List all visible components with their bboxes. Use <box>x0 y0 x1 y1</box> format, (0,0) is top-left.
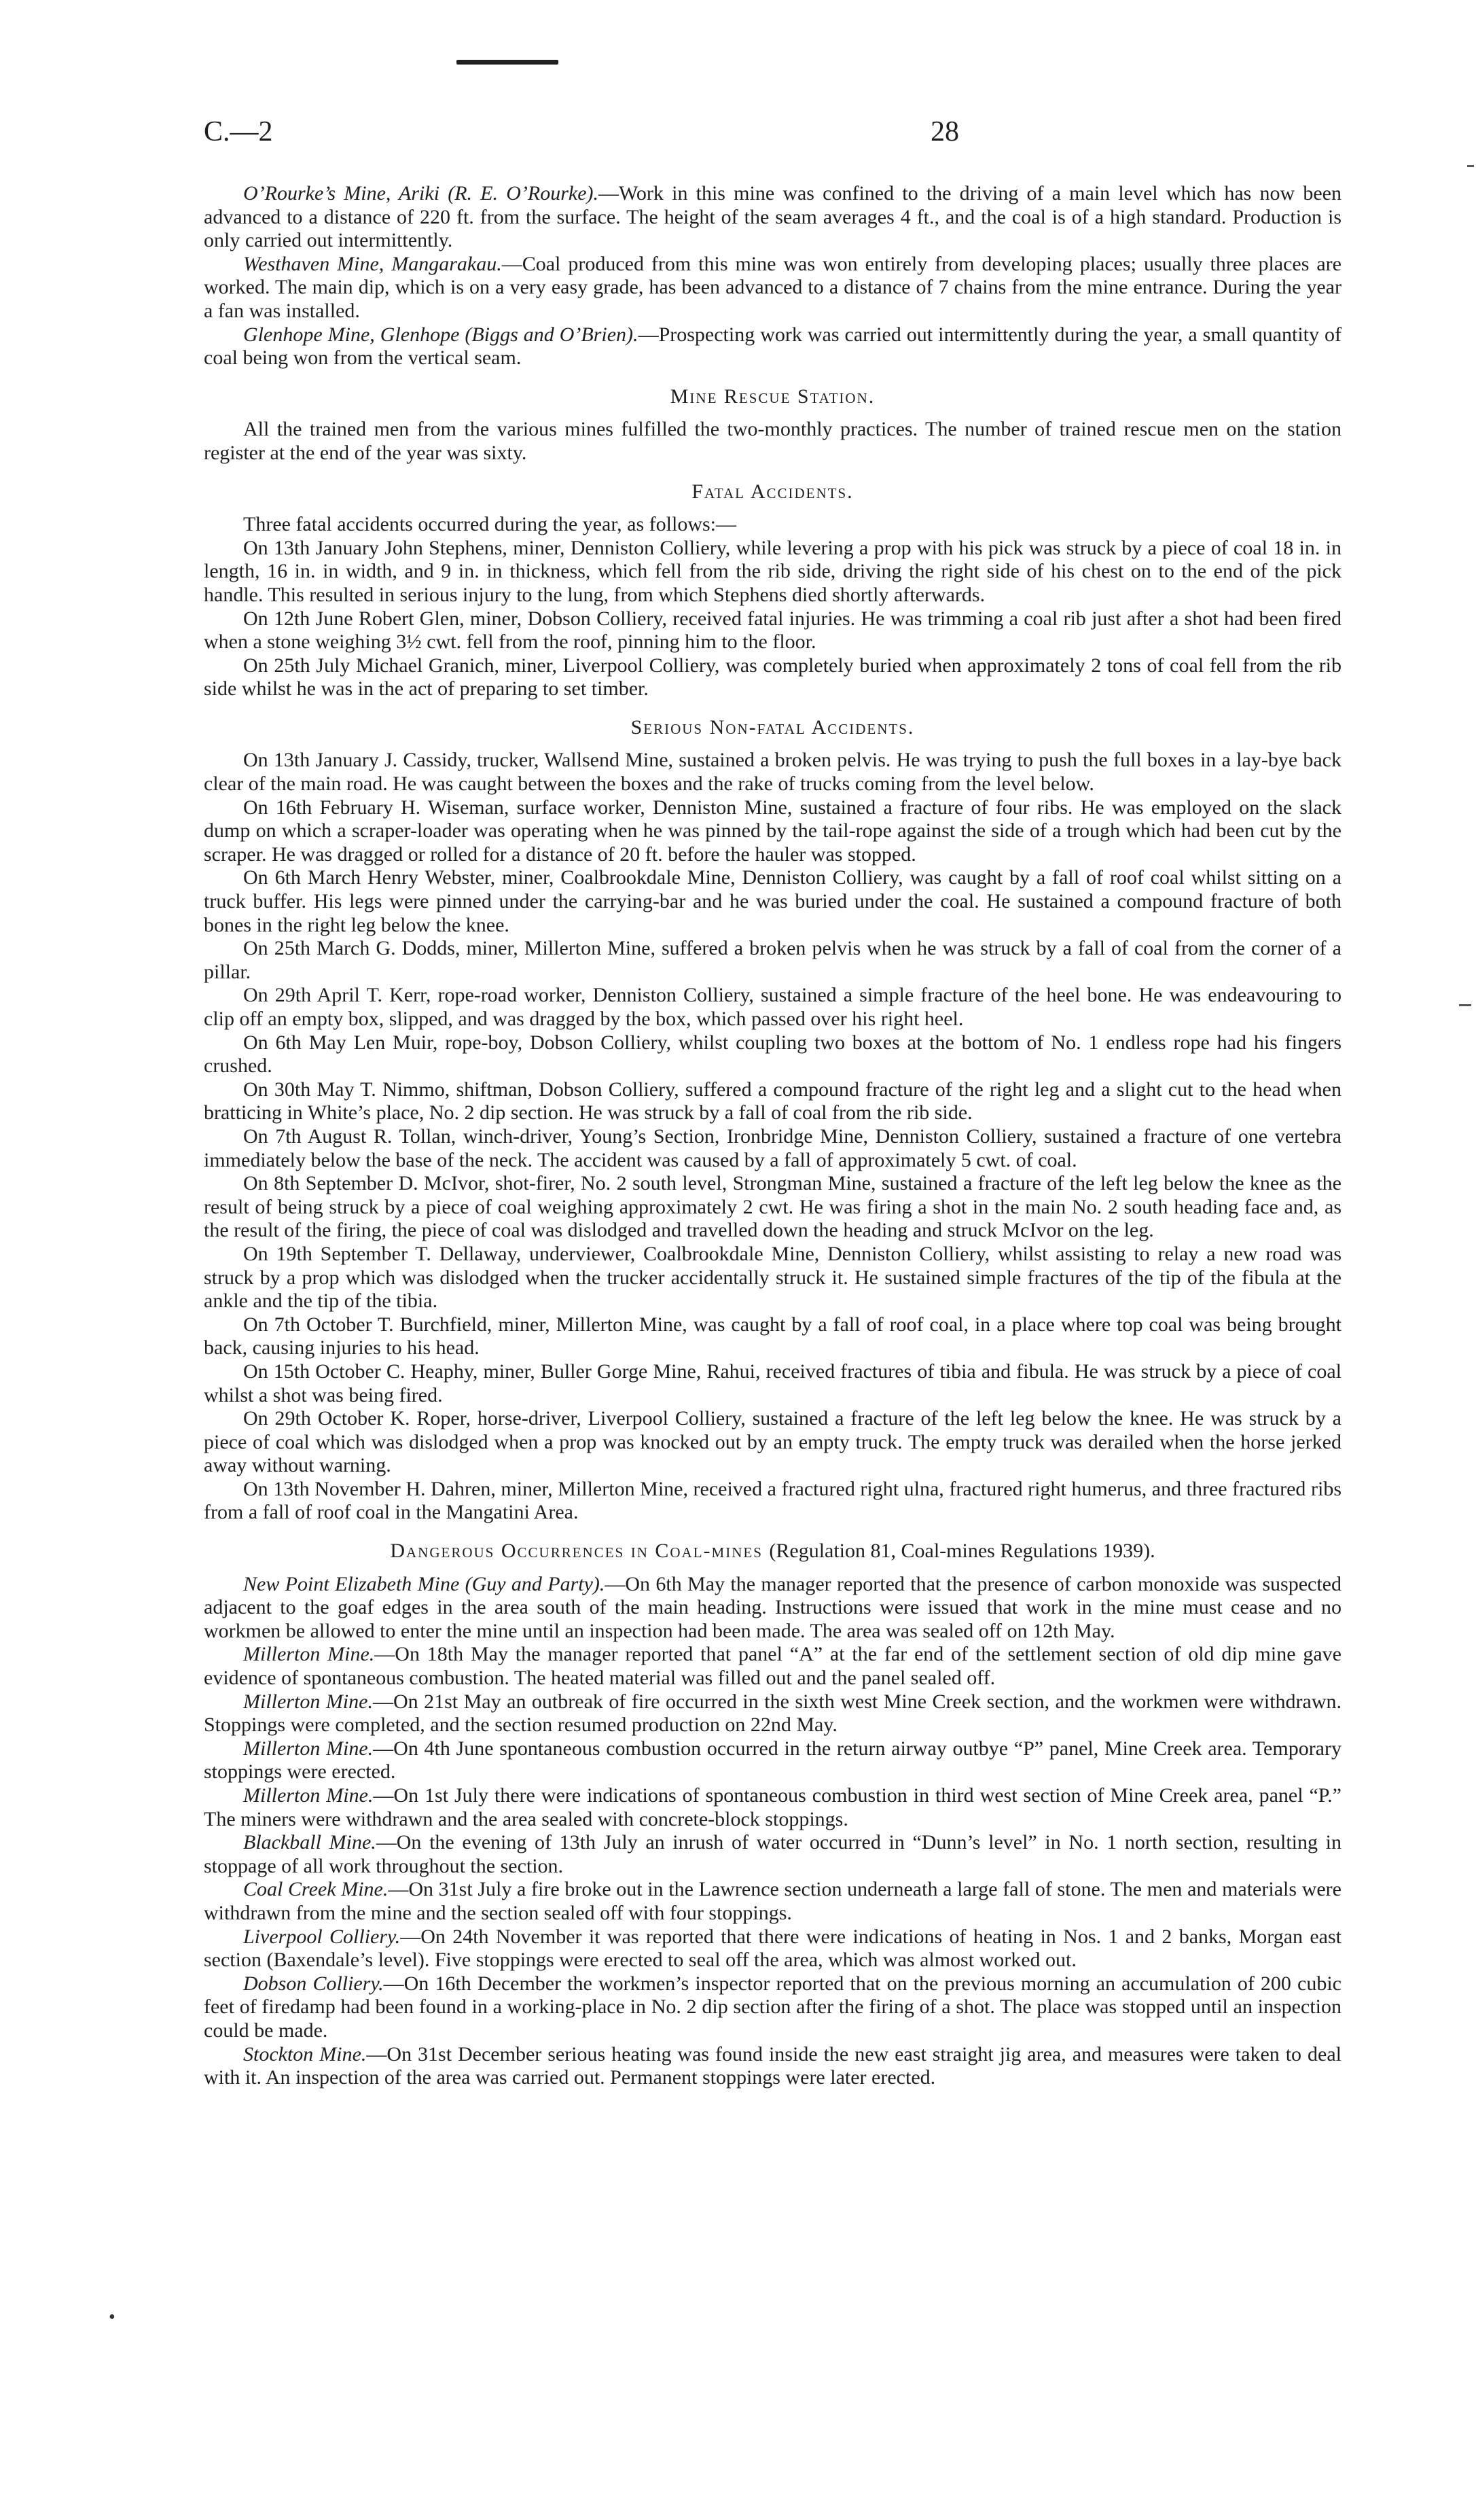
mine-lead: O’Rourke’s Mine, Ariki (R. E. O’Rourke). <box>243 182 599 205</box>
dangerous-heading-regulation: (Regulation 81, Coal-mines Regulations 1939). <box>769 1540 1155 1563</box>
occurrence-paragraph <box>204 1878 1342 1925</box>
occurrence-text: —On 18th May the manager reported that panel “A” at the far end of the settlement section of old dip mine gave evidence of spontaneous combustion. The heated material was filled out and the panel sealed off. <box>204 1643 1342 1690</box>
occurrence-text: —On 21st May an outbreak of fire occurred in the sixth west Mine Creek section, and the workmen were withdrawn. Stoppings were completed, and the section resumed production on 22nd May. <box>204 1690 1342 1737</box>
occurrence-text: —On 24th November it was reported that there were indications of heating in Nos. 1 and 2 banks, Morgan east section (Baxendale’s level). Five stoppings were erected to seal off the area, which was almost worked out. <box>204 1925 1342 1972</box>
non-fatal-paragraph: On 29th April T. Kerr, rope-road worker, Denniston Colliery, sustained a simple fracture of the heel bone. He was endeavouring to clip off an empty box, slipped, and was dragged by the box, which passed over his right heel. <box>204 984 1342 1030</box>
occurrence-text: —On 31st July a fire broke out in the Lawrence section underneath a large fall of stone. The men and materials were withdrawn from the mine and the section sealed off with four stoppings. <box>204 1878 1342 1924</box>
non-fatal-paragraph: On 6th March Henry Webster, miner, Coalbrookdale Mine, Denniston Colliery, was caught by a fall of roof coal whilst sitting on a truck buffer. His legs were pinned under the carrying-bar and he was buried under the coal. He sustained a compound fracture of both bones in the right leg below the knee. <box>204 866 1342 936</box>
page-number: 28 <box>931 116 959 147</box>
occurrence-lead: Blackball Mine. <box>243 1831 376 1854</box>
mine-text: —Work in this mine was confined to the driving of a main level which has now been advanced to a distance of 220 ft. from the surface. The height of the seam averages 4 ft., and the coal is of a high standard. Production is only carried out intermittently. <box>204 182 1342 252</box>
occurrence-paragraph <box>204 1784 1342 1831</box>
document-reference: C.—2 <box>204 116 273 147</box>
non-fatal-paragraph: On 8th September D. McIvor, shot-firer, No. 2 south level, Strongman Mine, sustained a fracture of the left leg below the knee as the result of being struck by a piece of coal weighing approximately 2 cwt. He was firing a shot in the main No. 2 south heading face and, as the result of the firing, the piece of coal was dislodged and travelled down the heading and struck McIvor on the leg. <box>204 1172 1342 1242</box>
occurrence-paragraph <box>204 1737 1342 1784</box>
fatal-paragraph: On 25th July Michael Granich, miner, Liverpool Colliery, was completely buried when approximately 2 tons of coal fell from the rib side whilst he was in the act of preparing to set timber. <box>204 654 1342 700</box>
non-fatal-paragraph: On 7th October T. Burchfield, miner, Millerton Mine, was caught by a fall of roof coal, in a place where top coal was being brought back, causing injuries to his head. <box>204 1313 1342 1360</box>
non-fatal-paragraph: On 13th January J. Cassidy, trucker, Wallsend Mine, sustained a broken pelvis. He was trying to push the full boxes in a lay-bye back clear of the main road. He was caught between the boxes and the rake of trucks coming from the level below. <box>204 749 1342 796</box>
non-fatal-paragraph: On 15th October C. Heaphy, miner, Buller Gorge Mine, Rahui, received fractures of tibia and fibula. He was struck by a piece of coal whilst a shot was being fired. <box>204 1360 1342 1406</box>
mine-lead: Westhaven Mine, Mangarakau. <box>243 252 502 275</box>
section-heading-dangerous-occurrences <box>204 1540 1342 1563</box>
occurrence-paragraph <box>204 2043 1342 2090</box>
non-fatal-paragraph: On 6th May Len Muir, rope-boy, Dobson Colliery, whilst coupling two boxes at the bottom of No. 1 endless rope had his fingers crushed. <box>204 1031 1342 1078</box>
occurrence-lead: New Point Elizabeth Mine (Guy and Party). <box>243 1572 605 1595</box>
section-heading-non-fatal-accidents: Serious Non-fatal Accidents. <box>630 715 915 739</box>
mine-paragraph <box>204 253 1342 323</box>
occurrence-paragraph <box>204 1926 1342 1972</box>
page-header <box>204 116 1338 156</box>
occurrence-text: —On 16th December the workmen’s inspector reported that on the previous morning an accumulation of 200 cubic feet of firedamp had been found in a working-place in No. 2 dip section after the firing of a shot. The place was stopped until an inspection could be made. <box>204 1972 1342 2042</box>
non-fatal-paragraph: On 30th May T. Nimmo, shiftman, Dobson Colliery, suffered a compound fracture of the right leg and a slight cut to the head when bratticing in White’s place, No. 2 dip section. He was struck by a fall of coal from the rib side. <box>204 1078 1342 1124</box>
occurrence-paragraph <box>204 1573 1342 1644</box>
occurrence-lead: Millerton Mine. <box>243 1784 374 1807</box>
fatal-paragraph: On 13th January John Stephens, miner, Denniston Colliery, while levering a prop with his pick was struck by a piece of coal 18 in. in length, 16 in. in width, and 9 in. in thickness, which fell from the rib side, driving the right side of his chest on to the end of the pick handle. This resulted in serious injury to the lung, from which Stephens died shortly afterwards. <box>204 536 1342 606</box>
non-fatal-paragraph: On 25th March G. Dodds, miner, Millerton Mine, suffered a broken pelvis when he was struck by a fall of coal from the corner of a pillar. <box>204 937 1342 983</box>
fatal-paragraph: On 12th June Robert Glen, miner, Dobson Colliery, received fatal injuries. He was trimming a coal rib just after a shot had been fired when a stone weighing 3½ cwt. fell from the roof, pinning him to the floor. <box>204 607 1342 654</box>
occurrence-text: —On 31st December serious heating was found inside the new east straight jig area, and measures were taken to deal with it. An inspection of the area was carried out. Permanent stoppings were later erected. <box>204 2042 1342 2089</box>
occurrence-paragraph <box>204 1690 1342 1737</box>
occurrence-lead: Liverpool Colliery. <box>243 1925 401 1948</box>
margin-tick-top <box>1467 165 1474 167</box>
occurrence-lead: Millerton Mine. <box>243 1643 375 1666</box>
occurrence-lead: Stockton Mine. <box>243 2042 367 2065</box>
non-fatal-paragraph: On 19th September T. Dellaway, underviewer, Coalbrookdale Mine, Denniston Colliery, whilst assisting to relay a new road was struck by a prop which was dislodged when the trucker accidentally struck it. He sustained simple fractures of the tip of the fibula at the ankle and the tip of the tibia. <box>204 1242 1342 1313</box>
occurrence-lead: Coal Creek Mine. <box>243 1878 389 1901</box>
non-fatal-paragraph: On 13th November H. Dahren, miner, Millerton Mine, received a fractured right ulna, fractured right humerus, and three fractured ribs from a fall of roof coal in the Mangatini Area. <box>204 1477 1342 1524</box>
occurrence-lead: Millerton Mine. <box>243 1737 374 1760</box>
occurrence-paragraph <box>204 1972 1342 2043</box>
occurrence-paragraph <box>204 1831 1342 1878</box>
page-content <box>204 182 1342 2090</box>
non-fatal-paragraph: On 29th October K. Roper, horse-driver, Liverpool Colliery, sustained a fracture of the left leg below the knee. He was struck by a piece of coal which was dislodged when a prop was knocked out by an empty truck. The empty truck was derailed when the horse jerked away without warning. <box>204 1407 1342 1477</box>
occurrence-text: —On the evening of 13th July an inrush of water occurred in “Dunn’s level” in No. 1 north section, resulting in stoppage of all work throughout the section. <box>204 1831 1342 1877</box>
dangerous-heading-title: Dangerous Occurrences in Coal-mines <box>390 1540 763 1563</box>
margin-tick-middle <box>1459 1004 1471 1006</box>
fatal-paragraph: Three fatal accidents occurred during the year, as follows:— <box>243 513 736 536</box>
occurrence-text: —On 1st July there were indications of spontaneous combustion in third west section of Mine Creek area, panel “P.” The miners were withdrawn and the area sealed with concrete-block stoppings. <box>204 1784 1342 1830</box>
occurrence-text: —On 6th May the manager reported that the presence of carbon monoxide was suspected adjacent to the goaf edges in the area south of the main heading. Instructions were issued that work in the mine must cease and no workmen be allowed to enter the mine until an inspection had been made. The area was sealed off on 12th May. <box>204 1572 1342 1642</box>
section-heading-fatal-accidents: Fatal Accidents. <box>691 480 854 503</box>
occurrence-lead: Millerton Mine. <box>243 1690 373 1713</box>
section-heading-mine-rescue: Mine Rescue Station. <box>670 385 876 408</box>
mine-lead: Glenhope Mine, Glenhope (Biggs and O’Brien). <box>243 323 638 346</box>
mine-paragraph <box>204 182 1342 253</box>
mine-text: —Prospecting work was carried out intermittently during the year, a small quantity of coal being won from the vertical seam. <box>204 323 1342 370</box>
non-fatal-paragraph: On 7th August R. Tollan, winch-driver, Young’s Section, Ironbridge Mine, Denniston Colliery, sustained a fracture of one vertebra immediately below the base of the neck. The accident was caused by a fall of approximately 5 cwt. of coal. <box>204 1124 1342 1171</box>
non-fatal-paragraph: On 16th February H. Wiseman, surface worker, Denniston Mine, sustained a fracture of four ribs. He was employed on the slack dump on which a scraper-loader was operating when he was pinned by the tail-rope against the side of a trough which had been cut by the scraper. He was dragged or rolled for a distance of 20 ft. before the hauler was stopped. <box>204 796 1342 866</box>
margin-bullet: • <box>109 2307 115 2328</box>
top-rule <box>456 60 558 65</box>
mine-text: —Coal produced from this mine was won entirely from developing places; usually three places are worked. The main dip, which is on a very easy grade, has been advanced to a distance of 7 chains from the mine entrance. During the year a fan was installed. <box>204 252 1342 322</box>
occurrence-paragraph <box>204 1643 1342 1690</box>
rescue-paragraph: All the trained men from the various mines fulfilled the two-monthly practices. The number of trained rescue men on the station register at the end of the year was sixty. <box>204 418 1342 464</box>
occurrence-lead: Dobson Colliery. <box>243 1972 384 1995</box>
mine-paragraph <box>204 323 1342 370</box>
occurrence-text: —On 4th June spontaneous combustion occurred in the return airway outbye “P” panel, Mine Creek area. Temporary stoppings were erected. <box>204 1737 1342 1783</box>
